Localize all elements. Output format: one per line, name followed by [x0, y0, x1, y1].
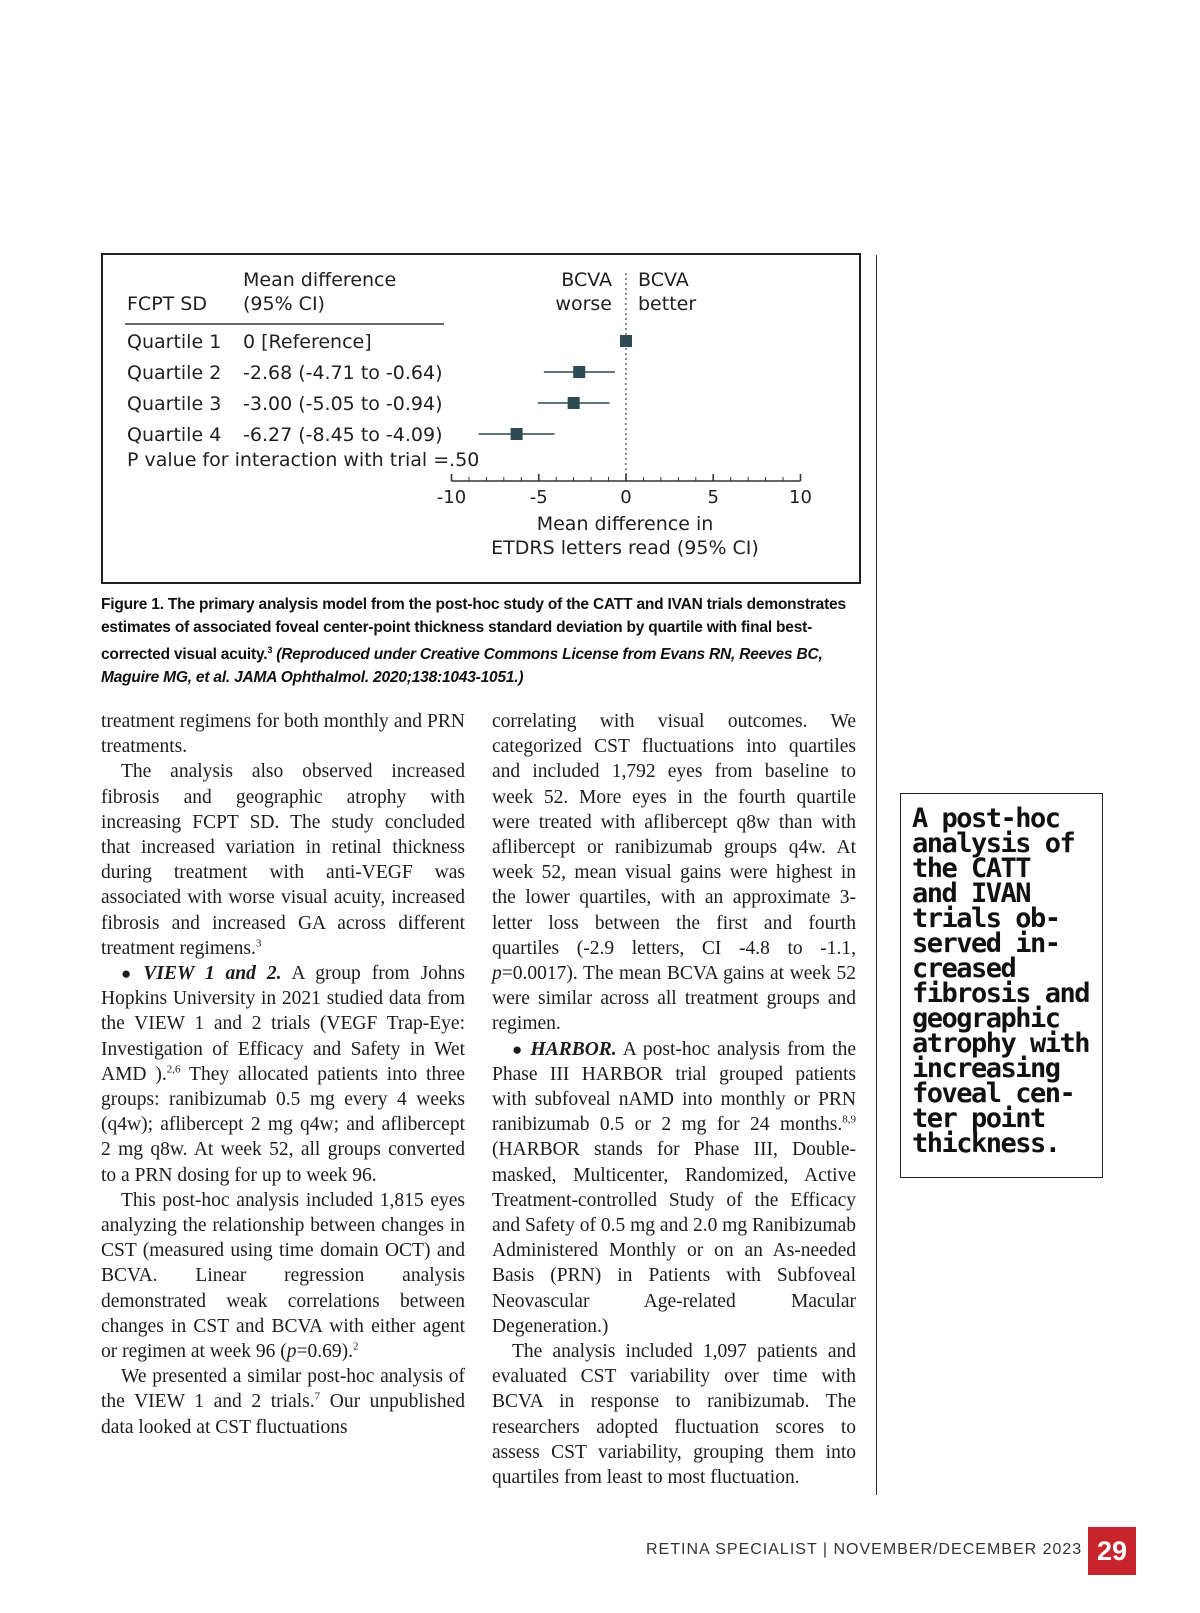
col1-p4-ref: 2: [352, 1340, 359, 1353]
pull-quote-line: creased: [912, 953, 1016, 984]
row-value: 0 [Reference]: [243, 331, 372, 353]
col1-p3-a: A group from Johns Hopkins University in 2021 studied data from the VIEW 1 and 2 trials (VEGF Trap-Eye: Investigation of Efficacy and Safety in Wet AMD ).: [101, 963, 465, 1085]
p-value-note: P value for interaction with trial =.50: [127, 449, 480, 471]
label-bcva-better-2: better: [638, 293, 697, 315]
x-tick-label: -10: [436, 487, 467, 508]
row-value: -3.00 (-5.05 to -0.94): [243, 393, 443, 415]
pull-quote-line: fibrosis and: [912, 978, 1090, 1009]
bullet-icon: ●: [121, 964, 138, 984]
col1-p5-a: We presented a similar post-hoc analysis of the VIEW 1 and 2 trials.: [101, 1366, 465, 1413]
row-value: -6.27 (-8.45 to -4.09): [243, 424, 443, 446]
col1-p4-b: =0.69).: [296, 1341, 353, 1363]
column-divider: [876, 255, 877, 1495]
pull-quote-line: atrophy with: [912, 1028, 1090, 1059]
page-number: 29: [1088, 1527, 1136, 1575]
label-bcva-worse-1: BCVA: [561, 269, 612, 291]
header-ci: (95% CI): [243, 293, 325, 315]
col1-paragraph-4: [101, 1188, 465, 1364]
estimate-marker: [568, 397, 580, 409]
estimate-marker: [573, 366, 585, 378]
col2-paragraph-3: The analysis included 1,097 patients and evaluated CST variability over time with BCVA in response to ranibizumab. The researchers adopted fluctuation scores to assess CST variability, grouping them into quartiles from least to most fluctuation.: [492, 1341, 856, 1489]
bullet-icon: ●: [512, 1039, 525, 1059]
x-tick-label: 5: [707, 487, 719, 508]
figure-caption: [101, 593, 871, 689]
col2-p1-p: p: [492, 963, 502, 985]
col2-p2-a: A post-hoc analysis from the Phase III HARBOR trial grouped patients with subfoveal nAMD into monthly or PRN ranibizumab 0.5 or 2 mg for 24 months.: [492, 1038, 856, 1136]
col1-p3-ref: 2,6: [166, 1063, 181, 1076]
row-labels: [127, 331, 443, 446]
col1-paragraph-5: [101, 1364, 465, 1440]
row-label: Quartile 1: [127, 331, 222, 353]
footer-publication: RETINA SPECIALIST | NOVEMBER/DECEMBER 2023: [646, 1541, 1083, 1558]
row-label: Quartile 3: [127, 393, 222, 415]
figure-box: [101, 253, 861, 584]
forest-plot: [103, 255, 859, 582]
col2-p1-a: correlating with visual outcomes. We categorized CST fluctuations into quartiles and included 1,792 eyes from baseline to week 52. More eyes in the fourth quartile were treated with aflibercept q8w than with aflibercept or ranibizumab groups q4w. At week 52, mean visual gains were highest in the lower quartiles, with an approximate 3-letter loss between the first and fourth quartiles (-2.9 letters, CI -4.8 to -1.1,: [492, 711, 856, 959]
header-mean-diff: Mean difference: [243, 269, 397, 291]
x-tick-label: 10: [789, 487, 812, 508]
col2-p1-b: =0.0017). The mean BCVA gains at week 52 were similar across all treatment groups and regimen.: [492, 963, 856, 1035]
text-column-1: [101, 709, 465, 1440]
pull-quote-text: [912, 803, 1092, 1159]
x-tick-label: 0: [620, 487, 632, 508]
pull-quote-line: served in-: [912, 928, 1060, 959]
col2-p2-ref: 8,9: [842, 1113, 856, 1126]
pull-quote-line: geographic: [912, 1003, 1060, 1034]
label-bcva-worse-2: worse: [555, 293, 612, 315]
caption-credit: (Reproduced under Creative Commons License from Evans RN, Reeves BC, Maguire MG, et al. JAMA Ophthalmol. 2020;138:1043-1051.): [101, 646, 823, 687]
pull-quote-line: increasing: [912, 1053, 1060, 1084]
header-fcpt-sd: FCPT SD: [127, 293, 207, 315]
col1-p2-ref: 3: [255, 937, 262, 950]
col1-p4-a: This post-hoc analysis included 1,815 eyes analyzing the relationship between changes in CST (measured using time domain OCT) and BCVA. Linear regression analysis demonstrated weak correlations between changes in CST and BCVA with either agent or regimen at week 96 (: [101, 1189, 465, 1363]
col1-p4-p: p: [286, 1341, 297, 1363]
row-label: Quartile 4: [127, 424, 222, 446]
pull-quote-box: [900, 793, 1103, 1178]
col2-p2-b: (HARBOR stands for Phase III, Double-masked, Multicenter, Randomized, Active Treatment-controlled Study of the Efficacy and Safety of 0.5 mg and 2.0 mg Ranibizumab Administered Monthly or on an As-needed Basis (PRN) in Patients with Subfoveal Neovascular Age-related Macular Degeneration.): [492, 1139, 856, 1337]
caption-main: Figure 1. The primary analysis model from the post-hoc study of the CATT and IVAN trials demonstrates estimates of associated foveal center-point thickness standard deviation by quartile with final best-corrected visual acuity.: [101, 596, 846, 664]
col2-p2-lead: HARBOR.: [530, 1038, 617, 1060]
pull-quote-line: foveal cen-: [912, 1078, 1075, 1109]
text-column-2: [492, 709, 856, 1490]
estimate-marker: [620, 335, 632, 347]
label-bcva-better-1: BCVA: [638, 269, 689, 291]
col1-p5-ref: 7: [314, 1390, 321, 1403]
row-value: -2.68 (-4.71 to -0.64): [243, 362, 443, 384]
pull-quote-line: A post-hoc: [912, 803, 1060, 834]
col1-paragraph-2: [101, 759, 465, 961]
pull-quote-line: the CATT: [912, 853, 1031, 884]
col1-p3-lead: VIEW 1 and 2.: [143, 963, 282, 985]
axis-title-1: Mean difference in: [536, 513, 714, 535]
caption-ref: 3: [267, 645, 273, 655]
col2-paragraph-2: [492, 1037, 856, 1339]
col1-paragraph-1: treatment regimens for both monthly and PRN treatments.: [101, 711, 465, 758]
pull-quote-line: thickness.: [912, 1128, 1060, 1159]
axis-title-2: ETDRS letters read (95% CI): [491, 537, 759, 559]
pull-quote-line: and IVAN: [912, 878, 1031, 909]
col1-paragraph-3: [101, 961, 465, 1188]
col1-p3-b: They allocated patients into three groups: ranibizumab 0.5 mg every 4 weeks (q4w); aflibercept 2 mg q4w; and aflibercept 2 mg q8w. At week 52, all groups converted to a PRN dosing for up to week 96.: [101, 1063, 466, 1186]
x-tick-label: -5: [529, 487, 548, 508]
pull-quote-line: analysis of: [912, 828, 1075, 859]
col2-paragraph-1: [492, 709, 856, 1037]
col1-p5-b: Our unpublished data looked at CST fluctuations: [101, 1391, 466, 1438]
pull-quote-line: ter point: [912, 1103, 1045, 1134]
row-label: Quartile 2: [127, 362, 222, 384]
plot-layer: [437, 273, 812, 508]
pull-quote-line: trials ob-: [912, 903, 1060, 934]
estimate-marker: [511, 428, 523, 440]
col1-p2-text: The analysis also observed increased fibrosis and geographic atrophy with increasing FCPT SD. The study concluded that increased variation in retinal thickness during treatment with anti-VEGF was associated with worse visual acuity, increased fibrosis and increased GA across different treatment regimens.: [101, 761, 465, 959]
